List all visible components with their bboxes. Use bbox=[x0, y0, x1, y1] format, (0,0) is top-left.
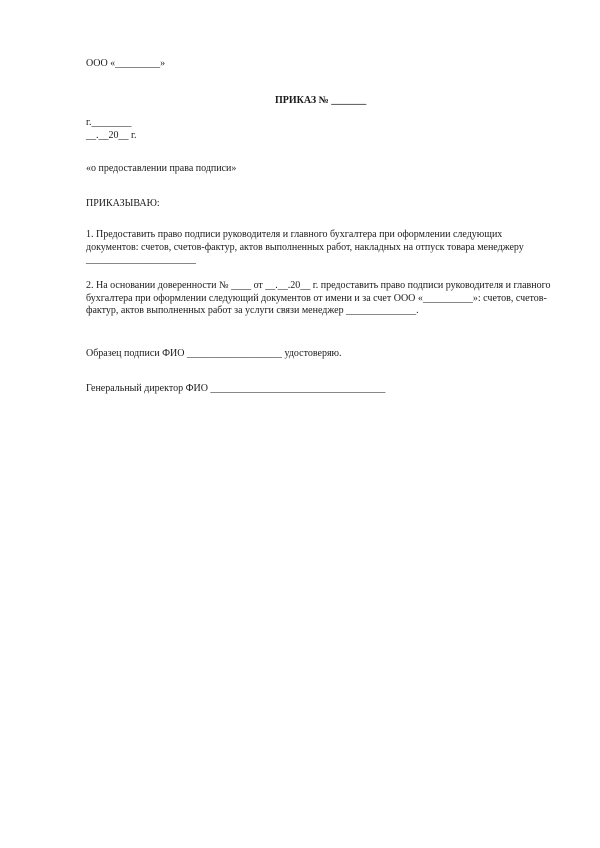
item-2-line-2: бухгалтера при оформлении следующий документов от имени и за счет ООО «__________»: счетов, счетов- bbox=[86, 293, 547, 304]
item-1-line-1: 1. Предоставить право подписи руководителя и главного бухгалтера при оформлении следующих bbox=[86, 229, 503, 240]
item-2-line-3: фактур, актов выполненных работ за услуги связи менеджер ______________. bbox=[86, 305, 419, 316]
order-heading: ПРИКАЗЫВАЮ: bbox=[86, 198, 160, 209]
item-2-line-1: 2. На основании доверенности № ____ от __.__.20__ г. предоставить право подписи руководителя и главного bbox=[86, 280, 551, 291]
date-line: __.__20__ г. bbox=[86, 130, 137, 141]
organization-line: ООО «_________» bbox=[86, 58, 166, 69]
item-1-line-2: документов: счетов, счетов-фактур, актов выполненных работ, накладных на отпуск товара менеджеру bbox=[86, 242, 524, 253]
order-title: ПРИКАЗ № _______ bbox=[275, 95, 367, 106]
signature-sample-line: Образец подписи ФИО ___________________ удостоверяю. bbox=[86, 348, 342, 359]
order-subject: «о предоставлении права подписи» bbox=[86, 163, 237, 174]
item-1-line-3: ______________________ bbox=[86, 254, 196, 265]
director-line: Генеральный директор ФИО ___________________________________ bbox=[86, 383, 386, 394]
city-line: г.________ bbox=[86, 117, 132, 128]
